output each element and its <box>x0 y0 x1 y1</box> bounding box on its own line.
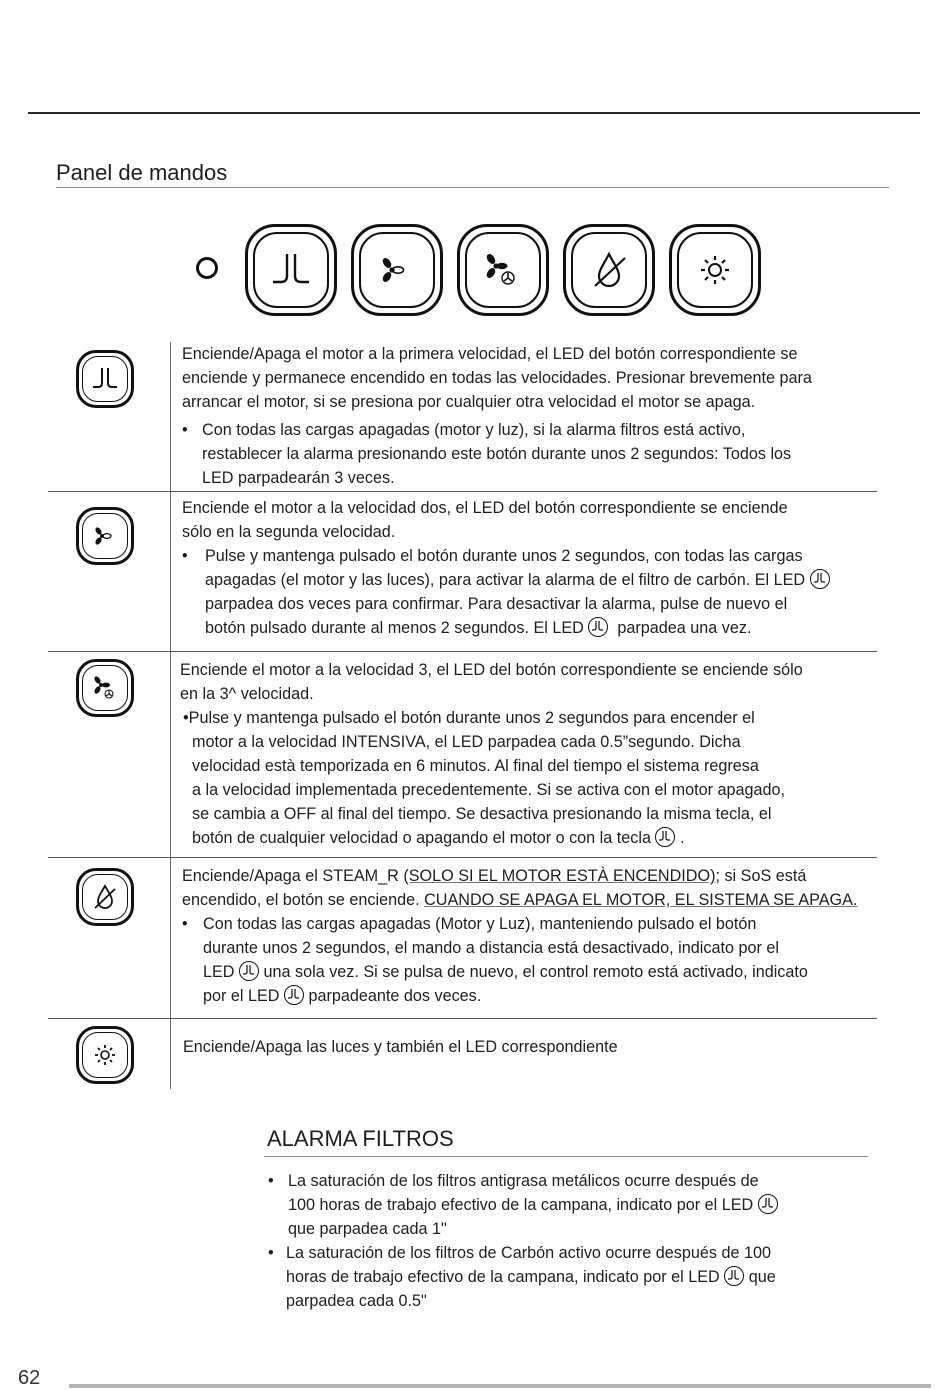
panel-light-button <box>669 224 761 316</box>
alarm-filters-underline <box>264 1156 868 1157</box>
power-motor-icon <box>269 248 313 292</box>
section-title-underline <box>56 187 889 188</box>
panel-power-motor-button <box>245 224 337 316</box>
panel-fan-speed-3-button <box>457 224 549 316</box>
fan-speed-2-icon <box>89 523 121 549</box>
fan-speed-1-icon <box>372 250 422 290</box>
fan-speed-3-icon <box>478 248 528 292</box>
section-title: Panel de mandos <box>56 160 228 185</box>
table-row-divider <box>48 857 877 858</box>
table-column-divider <box>170 342 171 1089</box>
steam-icon <box>587 248 631 292</box>
footer-bar <box>69 1384 931 1388</box>
led-indicator-icon <box>724 1266 744 1286</box>
power-motor-icon <box>90 364 120 394</box>
row-power-motor-button <box>76 350 134 408</box>
row-steam-button <box>76 868 134 926</box>
table-row-divider <box>48 1018 877 1019</box>
led-indicator-icon <box>284 985 304 1005</box>
led-indicator-icon <box>239 961 259 981</box>
table-row-divider <box>48 651 877 652</box>
row-light-button <box>76 1026 134 1084</box>
light-icon <box>693 248 737 292</box>
fan-speed-3-icon <box>89 673 121 703</box>
row-fan-speed-3-description: Enciende el motor a la velocidad 3, el LED del botón correspondiente se enciende sólo en la 3^ velocidad. •Pulse y mantenga pulsado el botón durante unos 2 segundos para encender el motor a la velocidad INTENSIVA, el LED parpadea cada 0.5”segundo. Dicha velocidad està temporizada en 6 minutos. Al final del tiempo el sistema regresa a la velocidad implementada precedentemente. Si se activa con el motor apagado, se cambia a OFF al final del tiempo. Se desactiva presionando la misma tecla, el botón de cualquier velocidad o apagando el motor o con la tecla . <box>180 661 803 847</box>
row-light-description: Enciende/Apaga las luces y también el LED correspondiente <box>183 1038 618 1056</box>
alarm-filters-list: • La saturación de los filtros antigrasa metálicos ocurre después de 100 horas de trabajo efectivo de la campana, indicato por el LED que parpadea cada 1" • La saturación de los filtros de Carbón activo ocurre después de 100 horas de trabajo efectivo de la campana, indicato por el LED que parpadea cada 0.5" <box>268 1172 776 1310</box>
top-rule <box>28 112 920 114</box>
led-indicator-icon <box>655 827 675 847</box>
panel-fan-speed-1-button <box>351 224 443 316</box>
alarm-filters-title: ALARMA FILTROS <box>267 1126 454 1151</box>
row-steam-description: Enciende/Apaga el STEAM_R (SOLO SI EL MOTOR ESTÀ ENCENDIDO); si SoS está encendido, el botón se enciende. CUANDO SE APAGA EL MOTOR, EL SISTEMA SE APAGA. • Con todas las cargas apagadas (Motor y Luz), manteniendo pulsado el botón durante unos 2 segundos, el mando a distancia está desactivado, indicato por el LED una sola vez. Si se pulsa de nuevo, el control remoto está activado, indicato por el LED parpadeante dos veces. <box>182 867 858 1005</box>
light-icon <box>91 1041 119 1069</box>
row-fan-speed-2-button <box>76 507 134 565</box>
led-indicator-icon <box>758 1194 778 1214</box>
led-indicator-icon <box>810 569 830 589</box>
row-fan-speed-2-description: Enciende el motor a la velocidad dos, el LED del botón correspondiente se enciende sólo en la segunda velocidad. • Pulse y mantenga pulsado el botón durante unos 2 segundos, con todas las cargas apagadas (el motor y las luces), para activar la alarma de el filtro de carbón. El LED parpadea dos veces para confirmar. Para desactivar la alarma, pulse de nuevo el botón pulsado durante al menos 2 segundos. El LED parpadea una vez. <box>182 496 830 640</box>
table-row-divider <box>48 491 877 492</box>
panel-indicator-led <box>196 257 218 279</box>
steam-icon <box>90 882 120 912</box>
panel-steam-button <box>563 224 655 316</box>
page-number: 62 <box>18 1367 41 1389</box>
led-indicator-icon <box>588 617 608 637</box>
row-fan-speed-3-button <box>76 659 134 717</box>
row-power-motor-description: Enciende/Apaga el motor a la primera velocidad, el LED del botón correspondiente se enciende y permanece encendido en todas las velocidades. Presionar brevemente para arrancar el motor, si se presiona por cualquier otra velocidad el motor se apaga. • Con todas las cargas apagadas (motor y luz), si la alarma filtros está activo, restablecer la alarma presionando este botón durante unos 2 segundos: Todos los LED parpadearán 3 veces. <box>182 345 812 487</box>
control-panel-illustration <box>196 224 766 316</box>
